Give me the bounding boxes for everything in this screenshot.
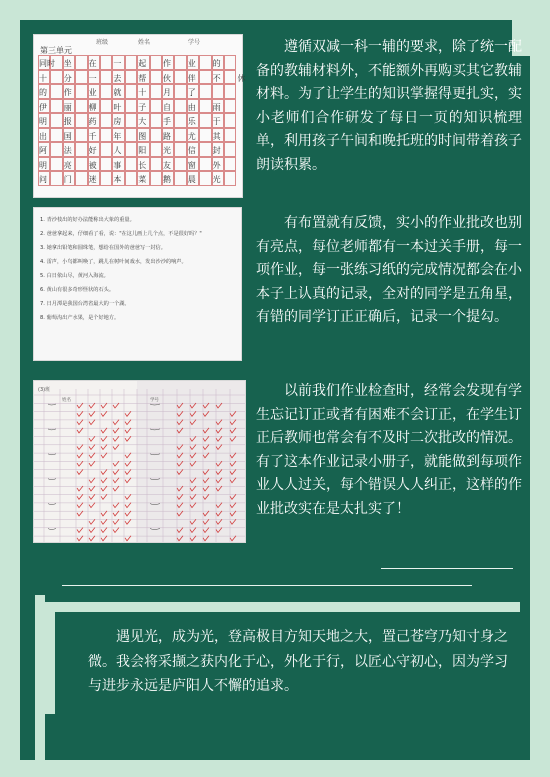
grid-character: 的 [39, 88, 47, 97]
grid-cell [224, 171, 236, 186]
paragraph-record-book: 以前我们作业检查时，经常会发现有学生忘记订正或者有困难不会订正，在学生订正后教师也常会有不及时二次批改的情况。有了这本作业记录小册子，就能做到每项作业人人过关，每个错误人人纠正，这样的作业批改实在是太扎实了！ [256, 383, 522, 517]
grid-cell [75, 70, 87, 85]
grid-character: 不 [212, 73, 221, 83]
grid-character: 报 [63, 117, 72, 126]
grid-character: 光 [212, 175, 221, 184]
grid-character: 问 [39, 175, 47, 184]
grid-character: 尤 [187, 131, 196, 141]
grid-character: 去 [113, 73, 122, 83]
grid-character: 在 [88, 59, 97, 68]
grid-character: 亮 [63, 160, 72, 170]
grid-cell [100, 99, 112, 114]
grid-character: 封 [212, 146, 221, 155]
grid-header-1: 姓名 [138, 39, 151, 46]
grid-character: 房 [113, 117, 122, 126]
grid-character: 友 [163, 160, 171, 170]
grid-cell [125, 70, 137, 85]
grid-cell [125, 171, 137, 186]
grid-cell [174, 70, 186, 85]
table-name-header: 姓名 [62, 398, 71, 403]
grid-cell [125, 142, 137, 157]
grid-cell [50, 171, 62, 186]
grid-cell [150, 128, 162, 143]
grid-character: 迷 [88, 175, 97, 184]
grid-character: 作 [163, 59, 171, 68]
grid-cell [212, 84, 224, 99]
grid-character: 就 [113, 88, 122, 97]
grid-character: 伊 [39, 102, 47, 112]
closing-paragraph: 遇见光，成为光，登高极目方知天地之大，置己苍穹乃知寸身之微。我会将采撷之获内化于心，外化于行，以匠心守初心，因为学习与进步永远是庐阳人不懈的追求。 [88, 629, 508, 694]
grid-cell [174, 55, 186, 70]
grid-header-2: 学号 [188, 39, 201, 46]
grid-cell [150, 84, 162, 99]
grid-character: 于 [212, 117, 221, 126]
grid-cell [75, 142, 87, 157]
table-number-header: 学号 [150, 398, 159, 403]
grid-character: 阳 [138, 146, 147, 155]
grid-character: 年 [113, 131, 122, 141]
grid-character: 柳 [88, 102, 97, 112]
grid-cell [100, 55, 112, 70]
grid-cell [50, 84, 62, 99]
grid-character: 长 [138, 160, 147, 170]
grid-character: 叶 [113, 102, 122, 112]
grid-cell [100, 70, 112, 85]
paragraph-feedback: 有布置就有反馈，实小的作业批改也别有亮点，每位老师都有一本过关手册，每一项作业，每一张练习纸的完成情况都会在小本子上认真的记录，全对的同学是五角星，有错的同学订正正确后，记录一个提勾。 [256, 215, 522, 325]
grid-character: 人 [113, 146, 122, 155]
grid-character: 鹅 [163, 175, 171, 184]
record-table [34, 381, 245, 542]
grid-character: 业 [88, 88, 97, 97]
grid-character: 十 [138, 88, 147, 97]
grid-cell [125, 128, 137, 143]
grid-character: 月 [163, 88, 171, 97]
grid-character: 路 [163, 131, 171, 141]
grid-character: 一 [88, 73, 97, 83]
grid-character: 帮 [138, 73, 147, 83]
grid-character: 由 [187, 102, 196, 112]
grid-cell [75, 128, 87, 143]
grid-cell [224, 70, 236, 85]
grid-character: 外 [212, 160, 221, 170]
divider-long [62, 585, 472, 586]
grid-cell [224, 142, 236, 157]
grid-cell [100, 128, 112, 143]
grid-cell [174, 157, 186, 172]
grid-cell [125, 84, 137, 99]
grid-character: 阿 [39, 146, 47, 155]
grid-character: 的 [212, 59, 221, 68]
grid-cell [125, 55, 137, 70]
grid-character: 门 [63, 175, 72, 184]
grid-cell [150, 142, 162, 157]
grid-character: 伴 [187, 73, 196, 83]
grid-cell [75, 171, 87, 186]
grid-character: 信 [187, 146, 196, 155]
grid-character: 了 [187, 88, 196, 97]
grid-cell [150, 99, 162, 114]
grid-cell [174, 113, 186, 128]
grid-character: 分 [63, 73, 72, 83]
grid-cell [50, 113, 62, 128]
grid-character: 千 [88, 131, 97, 141]
grid-cell [174, 84, 186, 99]
grid-character: 图 [138, 131, 147, 141]
grid-cell [224, 55, 236, 70]
grid-character: 十 [39, 73, 47, 83]
grid-character: 手 [163, 117, 171, 126]
sentence-sheet-photo [33, 207, 242, 361]
grid-character: 明 [39, 160, 47, 170]
grid-cell [199, 142, 211, 157]
grid-character: 坐 [63, 59, 72, 68]
sentence-line: 1. 青沙枝出的好办法能称出大象的重量。 [40, 217, 135, 223]
grid-character: 窗 [187, 160, 196, 170]
grid-character: 事 [113, 160, 122, 170]
grid-character: 起 [138, 59, 147, 68]
grid-cell [50, 128, 62, 143]
grid-character: 丽 [63, 102, 72, 112]
grid-character: 伙 [163, 73, 171, 83]
grid-cell [100, 113, 112, 128]
grid-cell [100, 157, 112, 172]
grid-character: 大 [138, 117, 147, 126]
grid-cell [75, 55, 87, 70]
grid-character: 休 [237, 73, 246, 83]
grid-character: 一 [113, 59, 122, 68]
grid-cell [224, 99, 236, 114]
grid-character: 出 [39, 131, 47, 141]
grid-character: 子 [138, 102, 147, 112]
grid-cell [150, 70, 162, 85]
grid-character: 业 [187, 59, 196, 68]
grid-character: 药 [88, 117, 97, 126]
grid-character: 本 [113, 175, 122, 184]
grid-cell [199, 157, 211, 172]
grid-cell [199, 171, 211, 186]
grid-character: 晨 [187, 175, 196, 184]
grid-cell [100, 171, 112, 186]
grid-cell [199, 113, 211, 128]
grid-cell [50, 157, 62, 172]
divider-short [381, 568, 513, 569]
record-book-photo [33, 380, 246, 543]
grid-cell [125, 157, 137, 172]
grid-cell [199, 99, 211, 114]
sentence-line: 4. 雷声，小鸟都叫唤了，跳儿在树叶间戏水，发出沙沙的响声。 [40, 259, 187, 265]
grid-character: 菜 [138, 175, 147, 184]
grid-cell [75, 113, 87, 128]
grid-unit-title: 第三单元 [40, 46, 72, 55]
grid-character: 国 [63, 131, 72, 141]
grid-cell [174, 142, 186, 157]
grid-character: 乐 [187, 117, 196, 126]
grid-cell [50, 142, 62, 157]
grid-cell [150, 55, 162, 70]
sentence-line: 7. 日月潭是我国台湾省最大的一个湖。 [40, 301, 130, 307]
sentence-line: 3. 她拿出铅笔和圆珠笔，想给在国外的爸爸写一封信。 [40, 245, 166, 251]
grid-character: 好 [88, 146, 97, 155]
sentence-line: 8. 葡萄沟出产水果，是个好地方。 [40, 315, 120, 321]
grid-character: 明 [39, 117, 47, 126]
grid-cell [75, 157, 87, 172]
grid-cell [174, 128, 186, 143]
grid-character: 同时 [39, 59, 55, 68]
grid-cell [199, 70, 211, 85]
grid-header-0: 班级 [96, 39, 109, 46]
grid-character: 被 [88, 160, 97, 170]
grid-cell [174, 99, 186, 114]
grid-cell [150, 171, 162, 186]
grid-cell [50, 70, 62, 85]
worksheet-photo [33, 34, 246, 198]
sentence-line: 2. 爸爸拿起来，仔细看了看，说："在这儿画上几个点，不是很好吗？" [40, 231, 202, 237]
grid-cell [224, 113, 236, 128]
grid-cell [199, 128, 211, 143]
grid-character: 法 [63, 146, 72, 155]
grid-character: 作 [63, 88, 72, 97]
grid-cell [199, 84, 211, 99]
sentence-list [40, 216, 236, 328]
table-class-label: (3)班 [38, 387, 51, 393]
grid-cell [199, 55, 211, 70]
grid-cell [100, 142, 112, 157]
sentence-line: 5. 白日依山尽，黄河入海流。 [40, 273, 109, 279]
character-grid [38, 39, 246, 193]
sentence-line: 6. 黄山有很多奇形怪状的石头。 [40, 287, 115, 293]
grid-character: 其 [212, 131, 221, 141]
grid-cell [224, 128, 236, 143]
grid-cell [100, 84, 112, 99]
grid-character: 光 [163, 146, 171, 155]
grid-cell [174, 171, 186, 186]
grid-character: 自 [163, 102, 171, 112]
grid-cell [75, 84, 87, 99]
grid-character: 雨 [212, 102, 221, 112]
grid-cell [75, 99, 87, 114]
grid-cell [224, 84, 236, 99]
grid-cell [150, 157, 162, 172]
grid-cell [125, 99, 137, 114]
grid-cell [50, 99, 62, 114]
closing-frame-bar [35, 595, 45, 760]
grid-cell [224, 157, 236, 172]
grid-cell [150, 113, 162, 128]
paragraph-daily-page: 遵循双减一科一辅的要求，除了统一配备的教辅材料外，不能额外再购买其它教辅材料。为了让学生的知识掌握得更扎实，实小老师们合作研发了每日一页的知识梳理单，利用孩子午间和晚托班的时间带着孩子朗读积累。 [256, 39, 522, 173]
grid-cell [125, 113, 137, 128]
